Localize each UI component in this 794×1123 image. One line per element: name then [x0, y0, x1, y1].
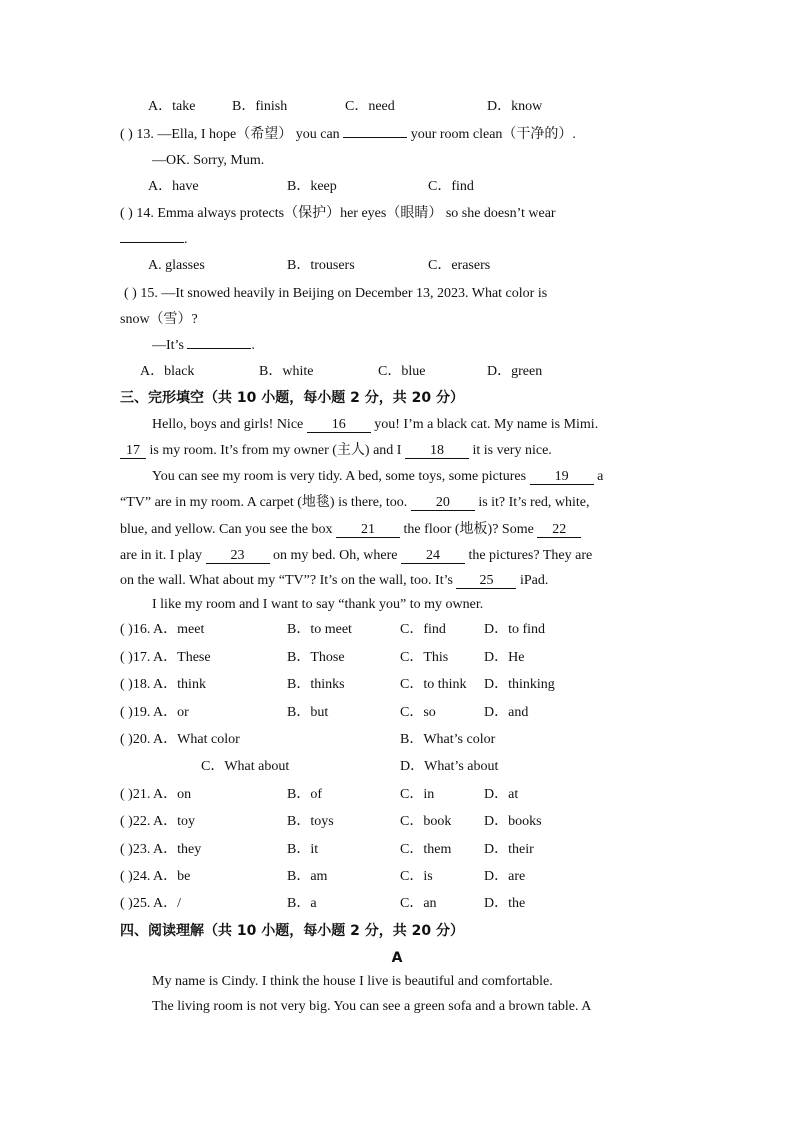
q14-stem: [120, 205, 556, 223]
cloze-blank-17: 17: [120, 443, 146, 459]
reading-line-1: My name is Cindy. I think the house I live is beautiful and comfortable.: [152, 974, 553, 989]
choice-23-c: C．them: [400, 842, 452, 857]
q15-reply: [152, 337, 255, 355]
cloze-text: it is very nice.: [472, 443, 552, 458]
answer-paren: ( ): [120, 206, 133, 221]
q15-option-a: A．black: [140, 364, 195, 379]
cloze-blank-16: 16: [307, 417, 371, 433]
cloze-text: is it? It’s red, white,: [478, 495, 590, 510]
cloze-line-3: [152, 468, 603, 486]
choice-25-c: C．an: [400, 896, 437, 911]
cloze-line-8: I like my room and I want to say “thank you” to my owner.: [152, 597, 484, 612]
cloze-text: the floor (地板)? Some: [403, 522, 534, 537]
cloze-blank-18: 18: [405, 443, 469, 459]
q12-option-c: C．need: [345, 99, 395, 114]
choice-25-d: D．the: [484, 896, 526, 911]
q14-option-b: B．trousers: [287, 258, 355, 273]
cloze-text: a: [597, 469, 604, 484]
choice-17-d: D．He: [484, 650, 525, 665]
cloze-blank-22: 22: [537, 522, 581, 538]
section-3-title: 三、完形填空（共 10 小题，每小题 2 分，共 20 分）: [120, 390, 464, 406]
cloze-blank-24: 24: [401, 548, 465, 564]
choice-16-a: ( )16. A．meet: [120, 622, 205, 637]
choice-23-b: B．it: [287, 842, 319, 857]
q15-blank: [187, 348, 251, 349]
q13-option-a: A．have: [148, 179, 199, 194]
cloze-blank-19: 19: [530, 469, 594, 485]
choice-20-b: B．What’s color: [400, 732, 496, 747]
q14-blank: [120, 242, 184, 243]
answer-paren: ( ): [124, 286, 137, 301]
cloze-text: blue, and yellow. Can you see the box: [120, 522, 333, 537]
q14-period: .: [184, 232, 188, 247]
cloze-blank-25: 25: [456, 573, 516, 589]
cloze-blank-23: 23: [206, 548, 270, 564]
q13-stem: [120, 126, 576, 144]
choice-19-d: D．and: [484, 705, 529, 720]
q14-option-c: C．erasers: [428, 258, 491, 273]
answer-paren: ( ): [120, 127, 133, 142]
choice-19-b: B．but: [287, 705, 329, 720]
choice-18-a: ( )18. A．think: [120, 677, 206, 692]
choice-20-c: C．What about: [201, 759, 290, 774]
q15-option-d: D．green: [487, 364, 543, 379]
choice-21-d: D．at: [484, 787, 519, 802]
cloze-text: You can see my room is very tidy. A bed, some toys, some pictures: [152, 469, 527, 484]
q12-option-a: A．take: [148, 99, 196, 114]
cloze-blank-20: 20: [411, 495, 475, 511]
q15-option-c: C．blue: [378, 364, 426, 379]
cloze-text: you! I’m a black cat. My name is Mimi.: [374, 417, 599, 432]
choice-24-c: C．is: [400, 869, 433, 884]
cloze-text: is my room. It’s from my owner (主人) and I: [149, 443, 402, 458]
choice-24-a: ( )24. A．be: [120, 869, 191, 884]
choice-23-d: D．their: [484, 842, 534, 857]
choice-24-b: B．am: [287, 869, 328, 884]
q14-blank-line: [120, 231, 188, 249]
choice-19-c: C．so: [400, 705, 436, 720]
section-4-title: 四、阅读理解（共 10 小题，每小题 2 分，共 20 分）: [120, 923, 464, 939]
cloze-text: “TV” are in my room. A carpet (地毯) is there, too.: [120, 495, 408, 510]
q14-text: 14. Emma always protects（保护）her eyes（眼睛） so she doesn’t wear: [136, 206, 556, 221]
choice-17-c: C．This: [400, 650, 449, 665]
choice-18-c: C．to think: [400, 677, 467, 692]
choice-21-a: ( )21. A．on: [120, 787, 192, 802]
choice-19-a: ( )19. A．or: [120, 705, 189, 720]
cloze-text: the pictures? They are: [468, 548, 593, 563]
choice-25-a: ( )25. A．/: [120, 896, 182, 911]
choice-22-b: B．toys: [287, 814, 334, 829]
choice-21-c: C．in: [400, 787, 435, 802]
q13-option-b: B．keep: [287, 179, 337, 194]
choice-25-b: B．a: [287, 896, 317, 911]
q13-blank: [343, 137, 407, 138]
choice-21-b: B．of: [287, 787, 322, 802]
choice-17-b: B．Those: [287, 650, 345, 665]
q13-text: 13. —Ella, I hope（希望） you can: [136, 127, 340, 142]
q13-option-c: C．find: [428, 179, 474, 194]
choice-23-a: ( )23. A．they: [120, 842, 202, 857]
choice-16-c: C．find: [400, 622, 446, 637]
cloze-blank-21: 21: [336, 522, 400, 538]
q15-reply-text: —It’s: [152, 338, 184, 353]
choice-16-d: D．to find: [484, 622, 546, 637]
cloze-line-4: [120, 494, 590, 512]
cloze-line-2: [120, 442, 552, 460]
q12-option-b: B．finish: [232, 99, 288, 114]
choice-24-d: D．are: [484, 869, 526, 884]
cloze-text: on the wall. What about my “TV”? It’s on the wall, too. It’s: [120, 573, 453, 588]
choice-17-a: ( )17. A．These: [120, 650, 211, 665]
cloze-text: iPad.: [519, 573, 549, 588]
cloze-line-7: [120, 572, 548, 590]
cloze-text: Hello, boys and girls! Nice: [152, 417, 304, 432]
choice-18-b: B．thinks: [287, 677, 345, 692]
choice-22-c: C．book: [400, 814, 452, 829]
choice-16-b: B．to meet: [287, 622, 352, 637]
choice-18-d: D．thinking: [484, 677, 555, 692]
q13-text-end: your room clean（干净的）.: [410, 127, 576, 142]
cloze-line-5: [120, 521, 581, 539]
reading-part-label: A: [391, 950, 403, 966]
q15-option-b: B．white: [259, 364, 314, 379]
choice-20-a: ( )20. A．What color: [120, 732, 240, 747]
q12-option-d: D．know: [487, 99, 543, 114]
q15-line2: snow（雪）?: [120, 312, 198, 327]
reading-line-2: The living room is not very big. You can see a green sofa and a brown table. A: [152, 999, 592, 1014]
choice-20-d: D．What’s about: [400, 759, 499, 774]
cloze-line-6: [120, 547, 592, 565]
cloze-line-1: [152, 416, 598, 434]
q15-stem: [124, 285, 547, 303]
cloze-text: on my bed. Oh, where: [273, 548, 398, 563]
q15-text: 15. —It snowed heavily in Beijing on December 13, 2023. What color is: [140, 286, 548, 301]
choice-22-d: D．books: [484, 814, 542, 829]
q14-option-a: A. glasses: [148, 258, 205, 273]
q15-period: .: [251, 338, 255, 353]
q13-reply: —OK. Sorry, Mum.: [152, 153, 265, 168]
choice-22-a: ( )22. A．toy: [120, 814, 196, 829]
cloze-text: are in it. I play: [120, 548, 203, 563]
